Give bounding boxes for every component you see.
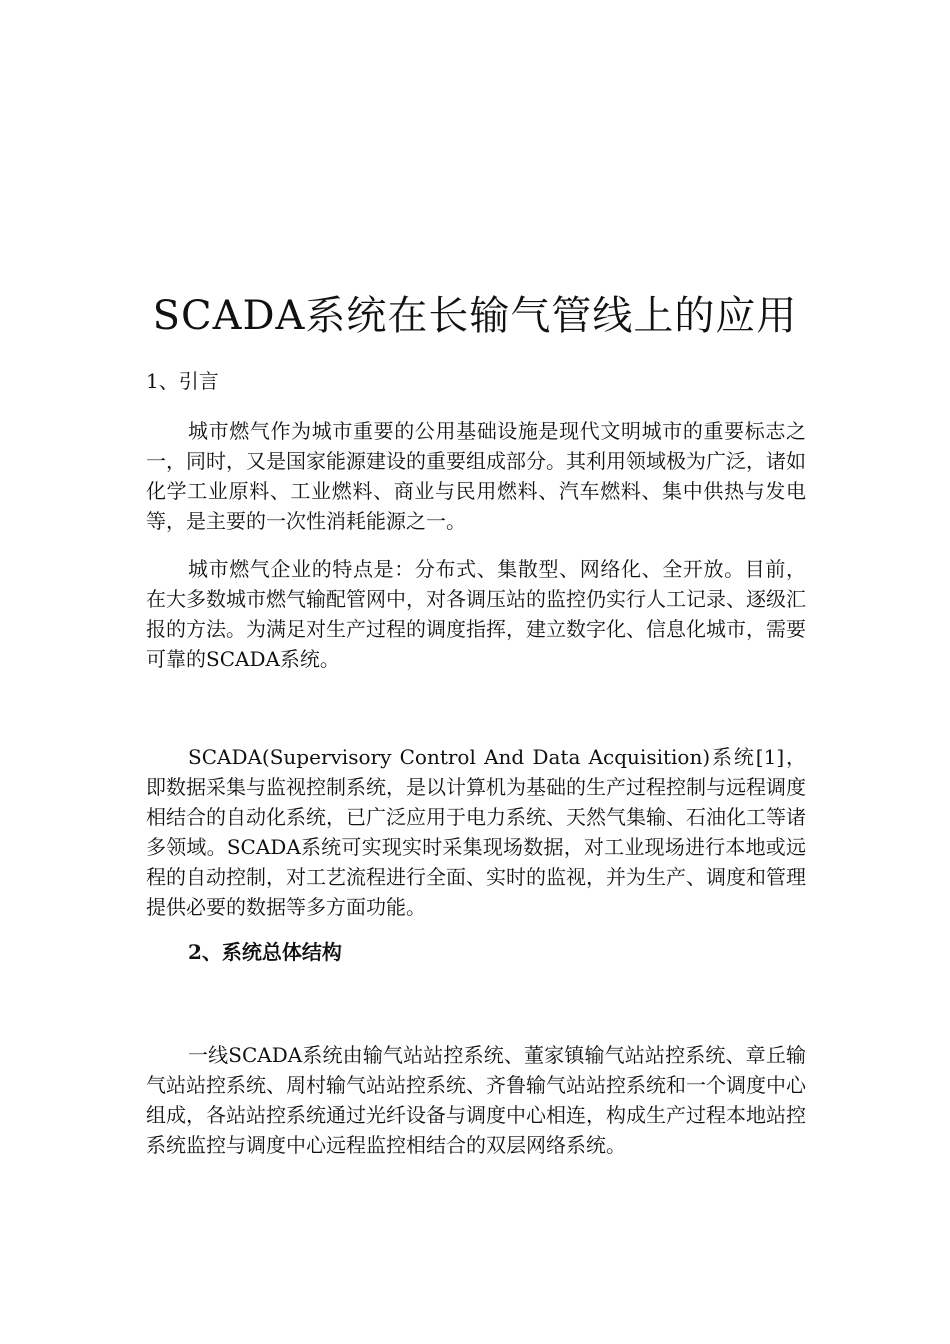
paragraph-introduction-2: 城市燃气企业的特点是：分布式、集散型、网络化、全开放。目前，在大多数城市燃气输配管网中，对各调压站的监控仍实行人工记录、逐级汇报的方法。为满足对生产过程的调度指挥，建立数字化、信息化城市，需要可靠的SCADA系统。 — [146, 557, 806, 671]
document-title: SCADA系统在长输气管线上的应用 — [152, 293, 798, 339]
paragraph-introduction-3: SCADA(Supervisory Control And Data Acquisition)系统[1]，即数据采集与监视控制系统，是以计算机为基础的生产过程控制与远程调度相结合的自动化系统，已广泛应用于电力系统、天然气集输、石油化工等诸多领域。SCADA系统可实现实时采集现场数据，对工业现场进行本地或远程的自动控制，对工艺流程进行全面、实时的监视，并为生产、调度和管理提供必要的数据等多方面功能。 — [146, 745, 806, 919]
paragraph-system-structure-1: 一线SCADA系统由输气站站控系统、董家镇输气站站控系统、章丘输气站站控系统、周村输气站站控系统、齐鲁输气站站控系统和一个调度中心组成，各站站控系统通过光纤设备与调度中心相连，构成生产过程本地站控系统监控与调度中心远程监控相结合的双层网络系统。 — [146, 1043, 806, 1157]
section-heading-introduction: 1、引言 — [146, 369, 219, 393]
section-heading-system-structure: 2、系统总体结构 — [188, 940, 342, 964]
paragraph-introduction-1: 城市燃气作为城市重要的公用基础设施是现代文明城市的重要标志之一，同时，又是国家能源建设的重要组成部分。其利用领域极为广泛，诸如化学工业原料、工业燃料、商业与民用燃料、汽车燃料、集中供热与发电等，是主要的一次性消耗能源之一。 — [146, 419, 806, 533]
